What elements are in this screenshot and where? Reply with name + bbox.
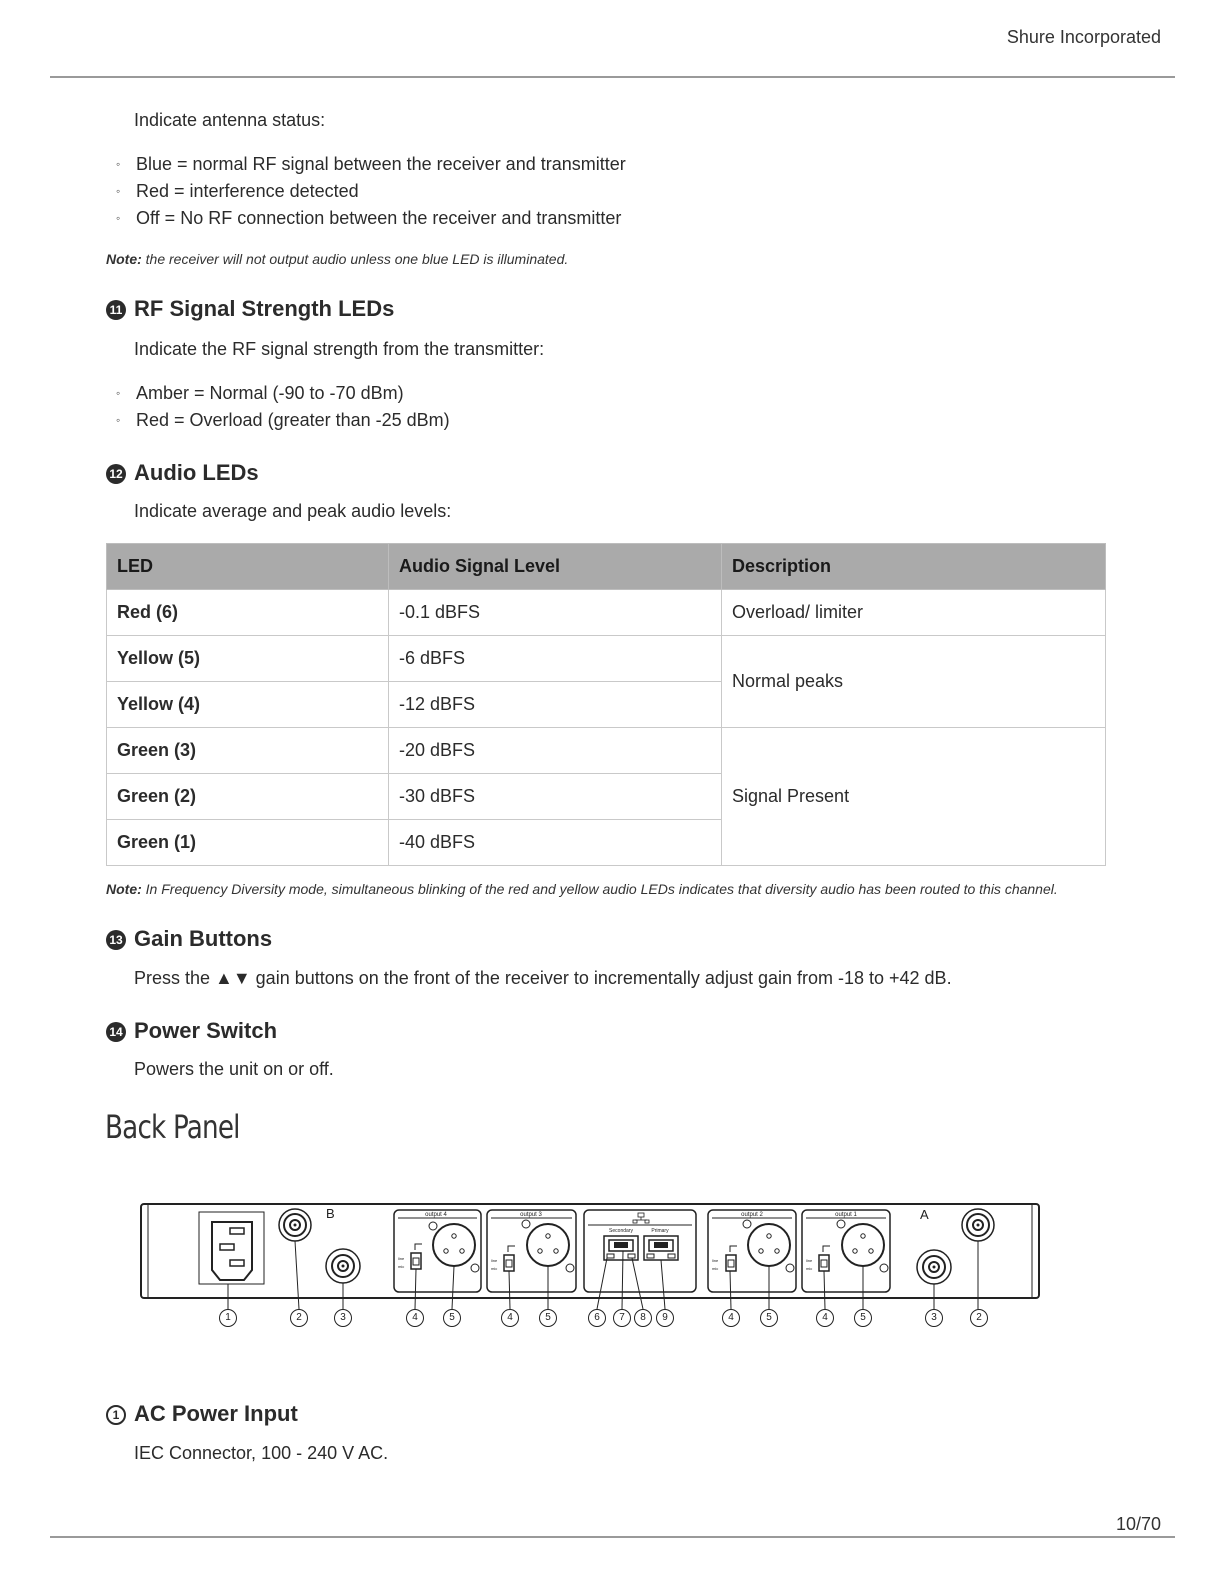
led-cell: Red (6) [107, 590, 389, 636]
note-label: Note: [106, 881, 142, 897]
list-item: ◦ Red = Overload (greater than -25 dBm) [116, 410, 450, 430]
callout-badge: 8 [634, 1309, 652, 1327]
led-cell: Yellow (5) [107, 636, 389, 682]
level-cell: -12 dBFS [389, 682, 722, 728]
section-heading-gain [106, 926, 272, 952]
table-header-row [107, 544, 1106, 590]
callout-badge: 7 [613, 1309, 631, 1327]
level-cell: -30 dBFS [389, 774, 722, 820]
column-header-description: Description [722, 544, 1106, 590]
list-item: ◦ Off = No RF connection between the receiver and transmitter [116, 208, 622, 228]
level-cell: -6 dBFS [389, 636, 722, 682]
antenna-b-lower-bnc-icon [326, 1249, 360, 1283]
antenna-a-lower-bnc-icon [917, 1250, 951, 1284]
secondary-label: Secondary [609, 1228, 633, 1234]
output-label: output 4 [425, 1212, 447, 1218]
chassis-outline [141, 1204, 1039, 1298]
column-header-led: LED [107, 544, 389, 590]
output-label: output 3 [520, 1212, 542, 1218]
section-number-badge: 12 [106, 464, 126, 484]
description-cell: Overload/ limiter [722, 590, 1106, 636]
callout-badge: 5 [443, 1309, 461, 1327]
svg-text:mic: mic [712, 1266, 719, 1271]
rf-leds-intro: Indicate the RF signal strength from the transmitter: [134, 339, 545, 359]
table-row [107, 636, 1106, 682]
list-item: ◦ Red = interference detected [116, 181, 359, 201]
callout-badge: 4 [501, 1309, 519, 1327]
section-title: Gain Buttons [134, 926, 273, 951]
svg-text:line: line [806, 1258, 813, 1263]
back-panel-heading: Back Panel [105, 1108, 240, 1146]
level-cell: -40 dBFS [389, 820, 722, 866]
audio-leds-note [106, 881, 1058, 897]
callout-badge: 3 [925, 1309, 943, 1327]
page-number: 10/70 [1115, 1514, 1161, 1534]
output-label: output 1 [835, 1212, 857, 1218]
list-item: ◦ Amber = Normal (-90 to -70 dBm) [116, 383, 404, 403]
led-cell: Yellow (4) [107, 682, 389, 728]
antenna-b-upper-bnc-icon [279, 1209, 311, 1241]
svg-text:mic: mic [806, 1266, 813, 1271]
callout-badge: 5 [539, 1309, 557, 1327]
section-heading-audio-leds [106, 460, 259, 486]
callout-badge: 2 [970, 1309, 988, 1327]
callout-badge: 3 [334, 1309, 352, 1327]
level-cell: -0.1 dBFS [389, 590, 722, 636]
section-heading-power [106, 1018, 277, 1044]
gain-text: Press the ▲▼ gain buttons on the front of the receiver to incrementally adjust gain from -18 to +42 dB. [134, 968, 952, 988]
callout-badge: 6 [588, 1309, 606, 1327]
primary-label: Primary [651, 1228, 669, 1234]
note-text: the receiver will not output audio unless one blue LED is illuminated. [145, 251, 569, 267]
section-heading-ac-power [106, 1401, 298, 1427]
power-text: Powers the unit on or off. [134, 1059, 334, 1079]
section-number-badge: 1 [106, 1405, 126, 1425]
svg-text:mic: mic [398, 1264, 405, 1269]
section-number-badge: 11 [106, 300, 126, 320]
footer-rule [50, 1536, 1175, 1538]
ac-power-text: IEC Connector, 100 - 240 V AC. [134, 1443, 389, 1463]
antenna-a-label: A [920, 1207, 929, 1222]
led-cell: Green (1) [107, 820, 389, 866]
antenna-b-label: B [326, 1206, 335, 1221]
callout-badge: 9 [656, 1309, 674, 1327]
description-cell: Signal Present [722, 728, 1106, 866]
table-row [107, 728, 1106, 774]
column-header-level: Audio Signal Level [389, 544, 722, 590]
antenna-note [106, 251, 568, 267]
antenna-bullet-list [116, 151, 626, 232]
section-number-badge: 13 [106, 930, 126, 950]
callout-badge: 2 [290, 1309, 308, 1327]
callout-badge: 4 [816, 1309, 834, 1327]
note-label: Note: [106, 251, 142, 267]
svg-text:line: line [712, 1258, 719, 1263]
callout-badge: 1 [219, 1309, 237, 1327]
section-title: RF Signal Strength LEDs [134, 296, 395, 321]
section-title: AC Power Input [134, 1401, 298, 1426]
level-cell: -20 dBFS [389, 728, 722, 774]
section-heading-rf-leds [106, 296, 394, 322]
section-title: Power Switch [134, 1018, 278, 1043]
output-label: output 2 [741, 1212, 763, 1218]
table-row [107, 590, 1106, 636]
callout-badge: 4 [722, 1309, 740, 1327]
antenna-intro: Indicate antenna status: [134, 110, 326, 130]
note-text: In Frequency Diversity mode, simultaneous blinking of the red and yellow audio LEDs indicates that diversity audio has been routed to this channel. [145, 881, 1058, 897]
led-cell: Green (2) [107, 774, 389, 820]
svg-text:line: line [491, 1258, 498, 1263]
description-cell: Normal peaks [722, 636, 1106, 728]
antenna-a-upper-bnc-icon [962, 1209, 994, 1241]
led-cell: Green (3) [107, 728, 389, 774]
rf-leds-bullet-list [116, 380, 450, 434]
callout-badge: 5 [854, 1309, 872, 1327]
callout-badge: 5 [760, 1309, 778, 1327]
svg-text:line: line [398, 1256, 405, 1261]
audio-leds-intro: Indicate average and peak audio levels: [134, 501, 452, 521]
section-number-badge: 14 [106, 1022, 126, 1042]
section-title: Audio LEDs [134, 460, 259, 485]
list-item: ◦ Blue = normal RF signal between the receiver and transmitter [116, 154, 626, 174]
callout-badge: 4 [406, 1309, 424, 1327]
audio-led-table [106, 543, 1106, 866]
brand-name: Shure Incorporated [1006, 27, 1161, 47]
svg-text:mic: mic [491, 1266, 498, 1271]
header-rule [50, 76, 1175, 78]
